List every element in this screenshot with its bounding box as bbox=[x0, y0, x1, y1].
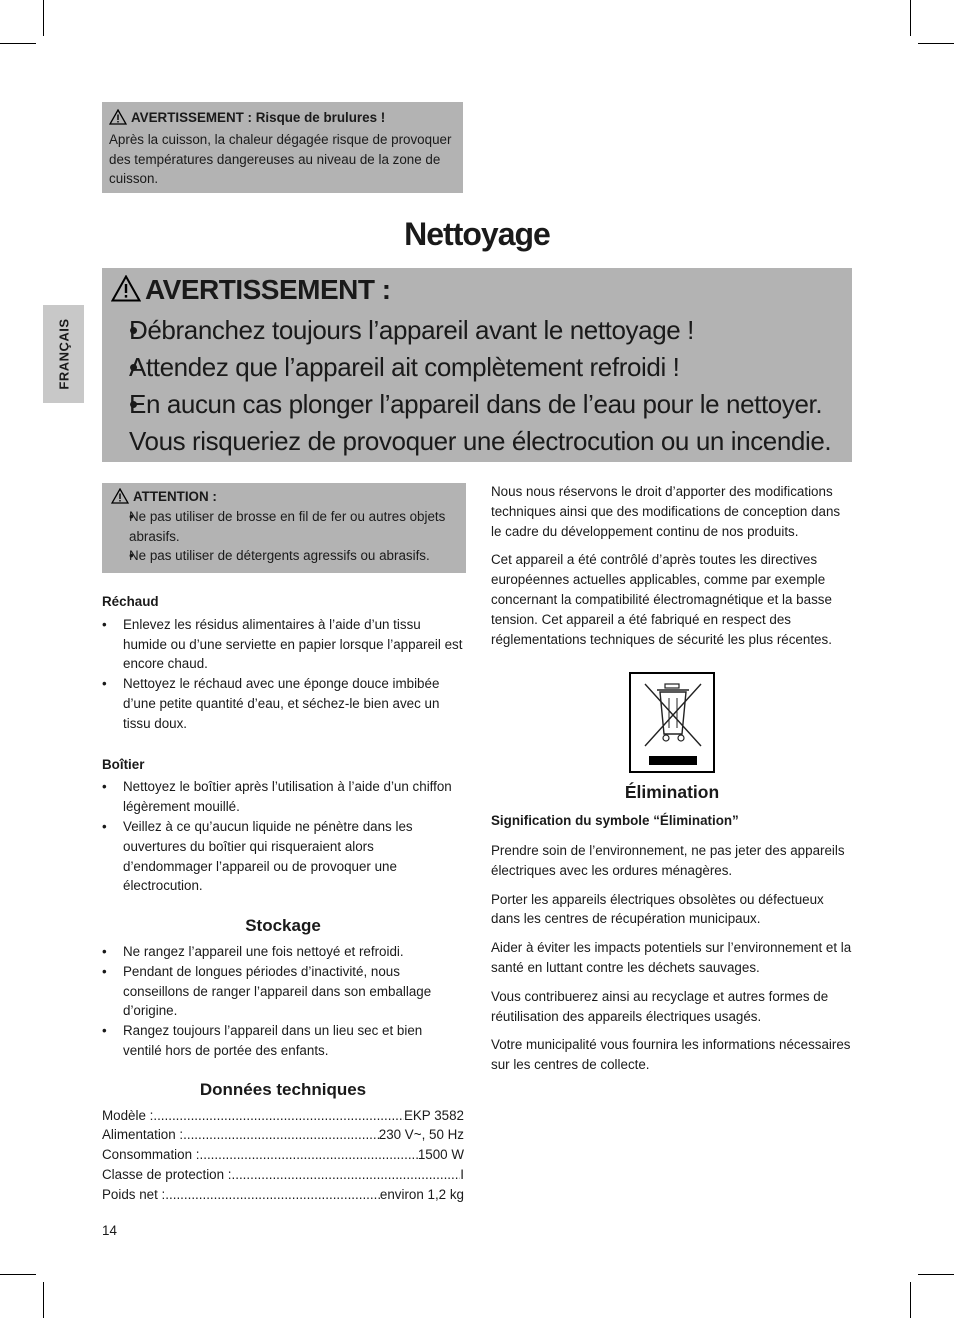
tech-row bbox=[102, 1145, 464, 1165]
list-item: • Attendez que l’appareil ait complètement refroidi ! bbox=[111, 349, 846, 386]
list-item: • Nettoyez le boîtier après l’utilisation à l’aide d’un chiffon légèrement mouillé. bbox=[102, 777, 464, 817]
stockage-list bbox=[102, 942, 464, 1061]
language-tab bbox=[43, 305, 84, 403]
burn-warning-title: AVERTISSEMENT : Risque de brulures ! bbox=[131, 110, 386, 125]
tech-value: EKP 3582 bbox=[403, 1107, 464, 1123]
crop-mark bbox=[910, 0, 911, 36]
tech-value: 230 V~, 50 Hz bbox=[378, 1127, 464, 1143]
tech-value: environ 1,2 kg bbox=[379, 1186, 464, 1202]
tech-label: Consommation : bbox=[102, 1147, 200, 1163]
symbol-title: Signification du symbole “Élimination” bbox=[491, 813, 739, 829]
attention-box bbox=[102, 483, 466, 573]
list-item: • Débranchez toujours l’appareil avant le nettoyage ! bbox=[111, 312, 846, 349]
list-item: • Veillez à ce qu’aucun liquide ne pénètre dans les ouvertures du boîtier qui risqueraient alors d’endommager l’appareil ou de provoquer une électrocution. bbox=[102, 817, 464, 896]
crop-mark bbox=[918, 43, 954, 44]
page-number: 14 bbox=[102, 1223, 117, 1238]
paragraph: Cet appareil a été contrôlé d’après toutes les directives européennes actuelles applicables, comme par exemple concernant la compatibilité électromagnétique et la basse tension. Cet appareil a été fabriqué en respect des réglementations techniques de sécurité les plus récentes. bbox=[491, 552, 832, 647]
list-item: • Ne pas utiliser de détergents agressifs ou abrasifs. bbox=[108, 546, 462, 566]
tech-value: 1500 W bbox=[417, 1147, 464, 1163]
boitier-list bbox=[102, 777, 464, 896]
dot-leader bbox=[183, 1125, 379, 1145]
crop-mark bbox=[43, 0, 44, 36]
big-warning-title: AVERTISSEMENT : bbox=[145, 274, 391, 305]
weee-symbol-frame bbox=[629, 672, 715, 773]
dot-leader bbox=[232, 1165, 461, 1185]
warning-triangle-icon bbox=[111, 488, 129, 504]
paragraph: Prendre soin de l’environnement, ne pas jeter des appareils électriques avec les ordures ménagères. bbox=[491, 842, 845, 878]
list-item: • Pendant de longues périodes d’inactivité, nous conseillons de ranger l’appareil dans son emballage d’origine. bbox=[102, 962, 464, 1021]
page-title: Nettoyage bbox=[404, 216, 550, 252]
warning-triangle-icon bbox=[111, 275, 141, 302]
section-title-tech: Données techniques bbox=[199, 1079, 367, 1099]
warning-triangle-icon bbox=[109, 109, 127, 125]
crop-mark bbox=[910, 1282, 911, 1318]
list-item: • Rangez toujours l’appareil dans un lieu sec et bien ventilé hors de portée des enfants. bbox=[102, 1021, 464, 1061]
crop-mark bbox=[0, 43, 36, 44]
left-column bbox=[102, 592, 464, 1205]
paragraph: Aider à éviter les impacts potentiels sur l’environnement et la santé en luttant contre les déchets sauvages. bbox=[491, 940, 852, 975]
paragraph: Vous contribuerez ainsi au recyclage et autres formes de réutilisation des appareils électriques usagés. bbox=[491, 988, 829, 1024]
tech-label: Alimentation : bbox=[102, 1127, 184, 1143]
section-title-stockage: Stockage bbox=[245, 916, 321, 936]
dot-leader bbox=[153, 1106, 404, 1126]
burn-warning-box bbox=[102, 102, 463, 193]
attention-title: ATTENTION : bbox=[133, 489, 217, 504]
dot-leader bbox=[165, 1185, 380, 1205]
list-item: • Ne rangez l’appareil une fois nettoyé et refroidi. bbox=[102, 942, 464, 962]
right-column bbox=[491, 482, 853, 1075]
language-label: FRANÇAIS bbox=[56, 318, 71, 390]
tech-label: Poids net : bbox=[102, 1186, 166, 1202]
list-item: • Enlevez les résidus alimentaires à l’aide d’un tissu humide ou d’une serviette en papier lorsque l’appareil est encore chaud. bbox=[102, 615, 464, 674]
tech-row bbox=[102, 1125, 464, 1145]
crop-mark bbox=[43, 1282, 44, 1318]
list-item: • Nettoyez le réchaud avec une éponge douce imbibée d’une petite quantité d’eau, et séchez-le bien avec un tissu doux. bbox=[102, 674, 464, 733]
rechaud-list bbox=[102, 615, 464, 734]
list-item: • En aucun cas plonger l’appareil dans de l’eau pour le nettoyer. Vous risqueriez de provoquer une électrocution ou un incendie. bbox=[111, 386, 846, 460]
big-warning-title-row bbox=[111, 274, 391, 306]
list-item: • Ne pas utiliser de brosse en fil de fer ou autres objets abrasifs. bbox=[108, 507, 462, 547]
tech-row bbox=[102, 1185, 464, 1205]
tech-row bbox=[102, 1106, 464, 1126]
tech-table bbox=[102, 1106, 464, 1205]
tech-label: Modèle : bbox=[102, 1107, 154, 1123]
burn-warning-title-row bbox=[109, 108, 456, 128]
dot-leader bbox=[200, 1145, 418, 1165]
paragraph: Nous nous réservons le droit d’apporter des modifications techniques ainsi que des modifications de conception dans le cadre du développement continu de nos produits. bbox=[491, 484, 841, 539]
paragraph: Porter les appareils électriques obsolètes ou défectueux dans les centres de récupération municipaux. bbox=[491, 891, 824, 927]
tech-row bbox=[102, 1165, 464, 1185]
burn-warning-text: Après la cuisson, la chaleur dégagée risque de provoquer des températures dangereuses au niveau de la zone de cuisson. bbox=[109, 131, 452, 187]
crossed-bin-icon bbox=[631, 674, 713, 771]
section-title-elimination: Élimination bbox=[624, 782, 720, 803]
attention-title-row bbox=[108, 487, 462, 507]
crop-mark bbox=[0, 1274, 36, 1275]
big-warning-box bbox=[102, 268, 852, 462]
paragraph: Votre municipalité vous fournira les informations nécessaires sur les centres de collecte. bbox=[491, 1037, 851, 1073]
crop-mark bbox=[918, 1274, 954, 1275]
attention-list bbox=[108, 507, 462, 566]
tech-value: I bbox=[460, 1166, 464, 1182]
tech-label: Classe de protection : bbox=[102, 1166, 232, 1182]
section-title-boitier: Boîtier bbox=[102, 756, 145, 772]
section-title-rechaud: Réchaud bbox=[102, 594, 159, 609]
big-warning-list bbox=[111, 312, 846, 460]
